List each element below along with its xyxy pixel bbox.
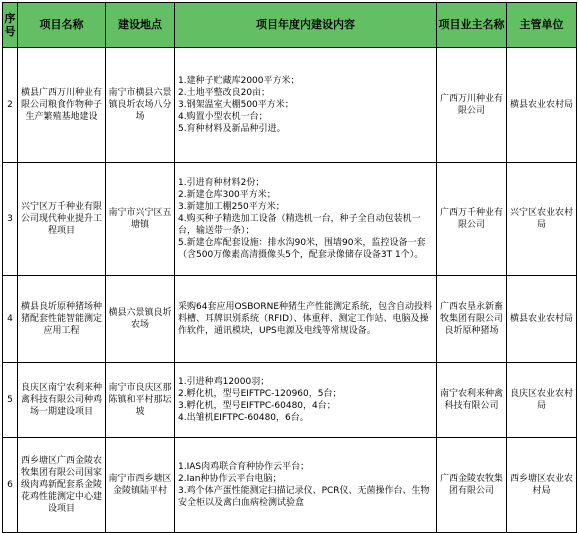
cell-content (175, 363, 437, 438)
content-line: 2.Ian种协作云平台电脑； (178, 474, 282, 484)
content-line: 4.购置小型农机一台； (178, 112, 268, 122)
cell-project-name: 良庆区南宁农利来种禽科技有限公司种鸡场一期建设项目 (18, 363, 106, 438)
content-line: 3.新建加工棚250平方米； (178, 202, 285, 212)
content-line: 2.土地平整改良20亩； (178, 88, 271, 98)
header-location: 建设地点 (106, 3, 175, 48)
table-row (3, 48, 577, 163)
cell-project-name: 西乡塘区广西金陵农牧集团有限公司国家级肉鸡新配套系金陵花鸡性能测定中心建设项目 (18, 438, 106, 533)
cell-content (175, 438, 437, 533)
cell-dept: 横县农业农村局 (507, 276, 577, 363)
cell-number: 4 (3, 276, 18, 363)
content-line: 4.购买种子精选加工设备（精选机一台，种子全自动包装机一台，输送带一条）； (178, 214, 421, 236)
cell-number: 6 (3, 438, 18, 533)
content-line: 4.出雏机EIFTPC-60480，6台。 (178, 413, 309, 423)
cell-content (175, 276, 437, 363)
cell-project-name: 兴宁区万千种业有限公司现代种业提升工程项目 (18, 163, 106, 276)
cell-number: 3 (3, 163, 18, 276)
project-table (2, 2, 577, 533)
cell-dept: 西乡塘区农业农村局 (507, 438, 577, 533)
cell-owner: 广西万千种业有限公司 (437, 163, 507, 276)
cell-project-name: 横县广西万川种业有限公司粮食作物种子生产繁殖基地建设 (18, 48, 106, 163)
content-line: 3.孵化机，型号EIFTPC-60480，4台； (178, 401, 336, 411)
cell-location: 南宁市西乡塘区金陵镇陆平村 (106, 438, 175, 533)
header-project-name: 项目名称 (18, 3, 106, 48)
content-line: 1.引进种鸡12000羽； (178, 377, 270, 387)
header-number (3, 3, 18, 48)
cell-location: 横县六景镇良圻农场 (106, 276, 175, 363)
cell-content (175, 163, 437, 276)
header-content: 项目年度内建设内容 (175, 3, 437, 48)
cell-number: 2 (3, 48, 18, 163)
content-line: 采购64套应用OSBORNE种猪生产性能测定系统，包含自动投料料槽、耳牌识别系统（RFID）、体重秤、测定工作站、电脑及操作软件，通讯模块，UPS电源及电线等常规设备。 (178, 302, 433, 336)
cell-owner: 广西农垦永新畜牧集团有限公司良圻原种猪场 (437, 276, 507, 363)
header-dept: 主管单位 (507, 3, 577, 48)
cell-content (175, 48, 437, 163)
header-number-char-2: 号 (4, 25, 16, 38)
content-line: 5.新建仓库配套设施：排水沟90米，围墙90米，监控设备一套（含500万像素高清摄像头5个，配套录像储存设备3T 1个）。 (178, 238, 426, 260)
content-line: 2.孵化机，型号EIFTPC-120960，5台； (178, 389, 342, 399)
cell-location: 南宁市良庆区那陈镇和平村那坛坡 (106, 363, 175, 438)
content-line: 2.新建仓库300平方米； (178, 190, 276, 200)
cell-owner: 南宁农利来种禽科技有限公司 (437, 363, 507, 438)
cell-location: 南宁市横县六景镇良圻农场八分场 (106, 48, 175, 163)
cell-owner: 广西金陵农牧集团有限公司 (437, 438, 507, 533)
cell-location: 南宁市兴宁区五塘镇 (106, 163, 175, 276)
table-row (3, 438, 577, 533)
content-line: 1.引进育种材料2份； (178, 178, 265, 188)
content-line: 5.育种材料及新品种引进。 (178, 124, 286, 134)
cell-owner: 广西万川种业有限公司 (437, 48, 507, 163)
table-row (3, 276, 577, 363)
header-number-char-1: 序 (4, 12, 16, 25)
content-line: 1.IAS肉鸡联合育种协作云平台； (178, 462, 310, 472)
cell-number: 5 (3, 363, 18, 438)
table-row (3, 163, 577, 276)
table-row (3, 363, 577, 438)
table-header-row (3, 3, 577, 48)
content-line: 3.钢架温室大棚500平方米； (178, 100, 294, 110)
cell-dept: 兴宁区农业农村局 (507, 163, 577, 276)
content-line: 1.建种子贮藏库2000平方米； (178, 76, 300, 86)
header-owner: 项目业主名称 (437, 3, 507, 48)
cell-dept: 横县农业农村局 (507, 48, 577, 163)
content-line: 3.鸡个体产蛋性能测定扫描记录仪、PCR仪、无菌操作台、生物安全柜以及禽白血病检测试验盒 (178, 486, 430, 508)
cell-dept: 良庆区农业农村局 (507, 363, 577, 438)
cell-project-name: 横县良圻原种猪场种猪配套性能智能测定应用工程 (18, 276, 106, 363)
